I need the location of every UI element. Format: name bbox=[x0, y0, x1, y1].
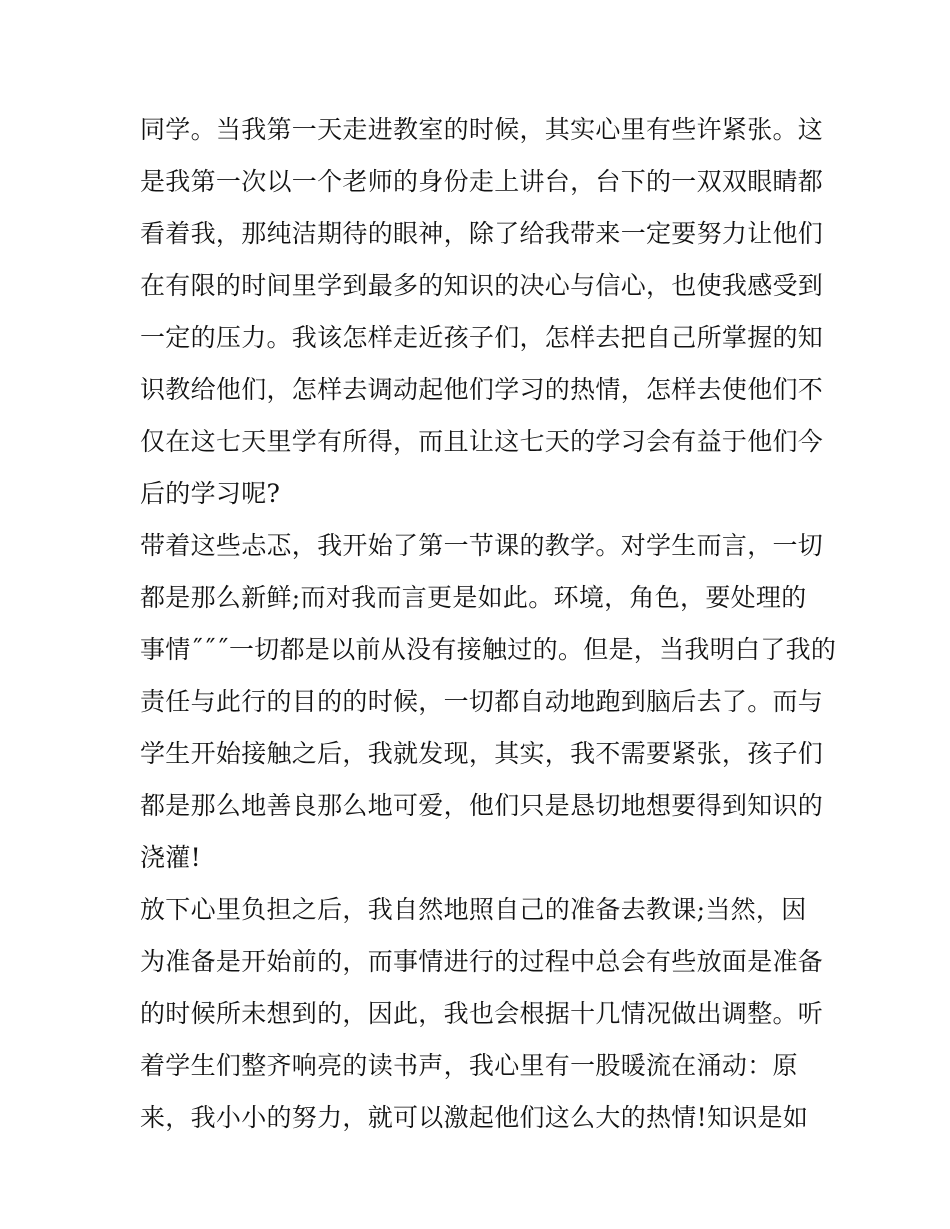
text-line: 学生开始接触之后，我就发现，其实，我不需要紧张，孩子们 bbox=[140, 739, 824, 768]
text-line: 后的学习呢? bbox=[140, 479, 281, 508]
text-line: 来，我小小的努力，就可以激起他们这么大的热情!知识是如 bbox=[140, 1103, 809, 1132]
text-line: 都是那么新鲜;而对我而言更是如此。环境，角色，要处理的 bbox=[140, 583, 807, 612]
text-line: 着学生们整齐响亮的读书声，我心里有一股暖流在涌动：原 bbox=[140, 1051, 798, 1080]
text-line: 同学。当我第一天走进教室的时候，其实心里有些许紧张。这 bbox=[140, 115, 824, 144]
body-text bbox=[140, 104, 837, 1144]
text-line: 是我第一次以一个老师的身份走上讲台，台下的一双双眼睛都 bbox=[140, 167, 824, 196]
text-line: 的时候所未想到的，因此，我也会根据十几情况做出调整。听 bbox=[140, 999, 824, 1028]
text-line: 在有限的时间里学到最多的知识的决心与信心，也使我感受到 bbox=[140, 271, 824, 300]
text-line: 识教给他们，怎样去调动起他们学习的热情，怎样去使他们不 bbox=[140, 375, 824, 404]
text-line: 都是那么地善良那么地可爱，他们只是恳切地想要得到知识的 bbox=[140, 791, 824, 820]
text-line: 看着我，那纯洁期待的眼神，除了给我带来一定要努力让他们 bbox=[140, 219, 824, 248]
text-line: 仅在这七天里学有所得，而且让这七天的学习会有益于他们今 bbox=[140, 427, 824, 456]
text-line: 浇灌! bbox=[140, 843, 201, 872]
text-line: 为准备是开始前的，而事情进行的过程中总会有些放面是准备 bbox=[140, 947, 824, 976]
text-line: 带着这些忐忑，我开始了第一节课的教学。对学生而言，一切 bbox=[140, 531, 824, 560]
text-line: 责任与此行的目的的时候，一切都自动地跑到脑后去了。而与 bbox=[140, 687, 824, 716]
text-line: 放下心里负担之后，我自然地照自己的准备去教课;当然，因 bbox=[140, 895, 807, 924]
text-line: 事情˝˝˝一切都是以前从没有接触过的。但是，当我明白了我的 bbox=[140, 635, 837, 664]
text-line: 一定的压力。我该怎样走近孩子们，怎样去把自己所掌握的知 bbox=[140, 323, 824, 352]
